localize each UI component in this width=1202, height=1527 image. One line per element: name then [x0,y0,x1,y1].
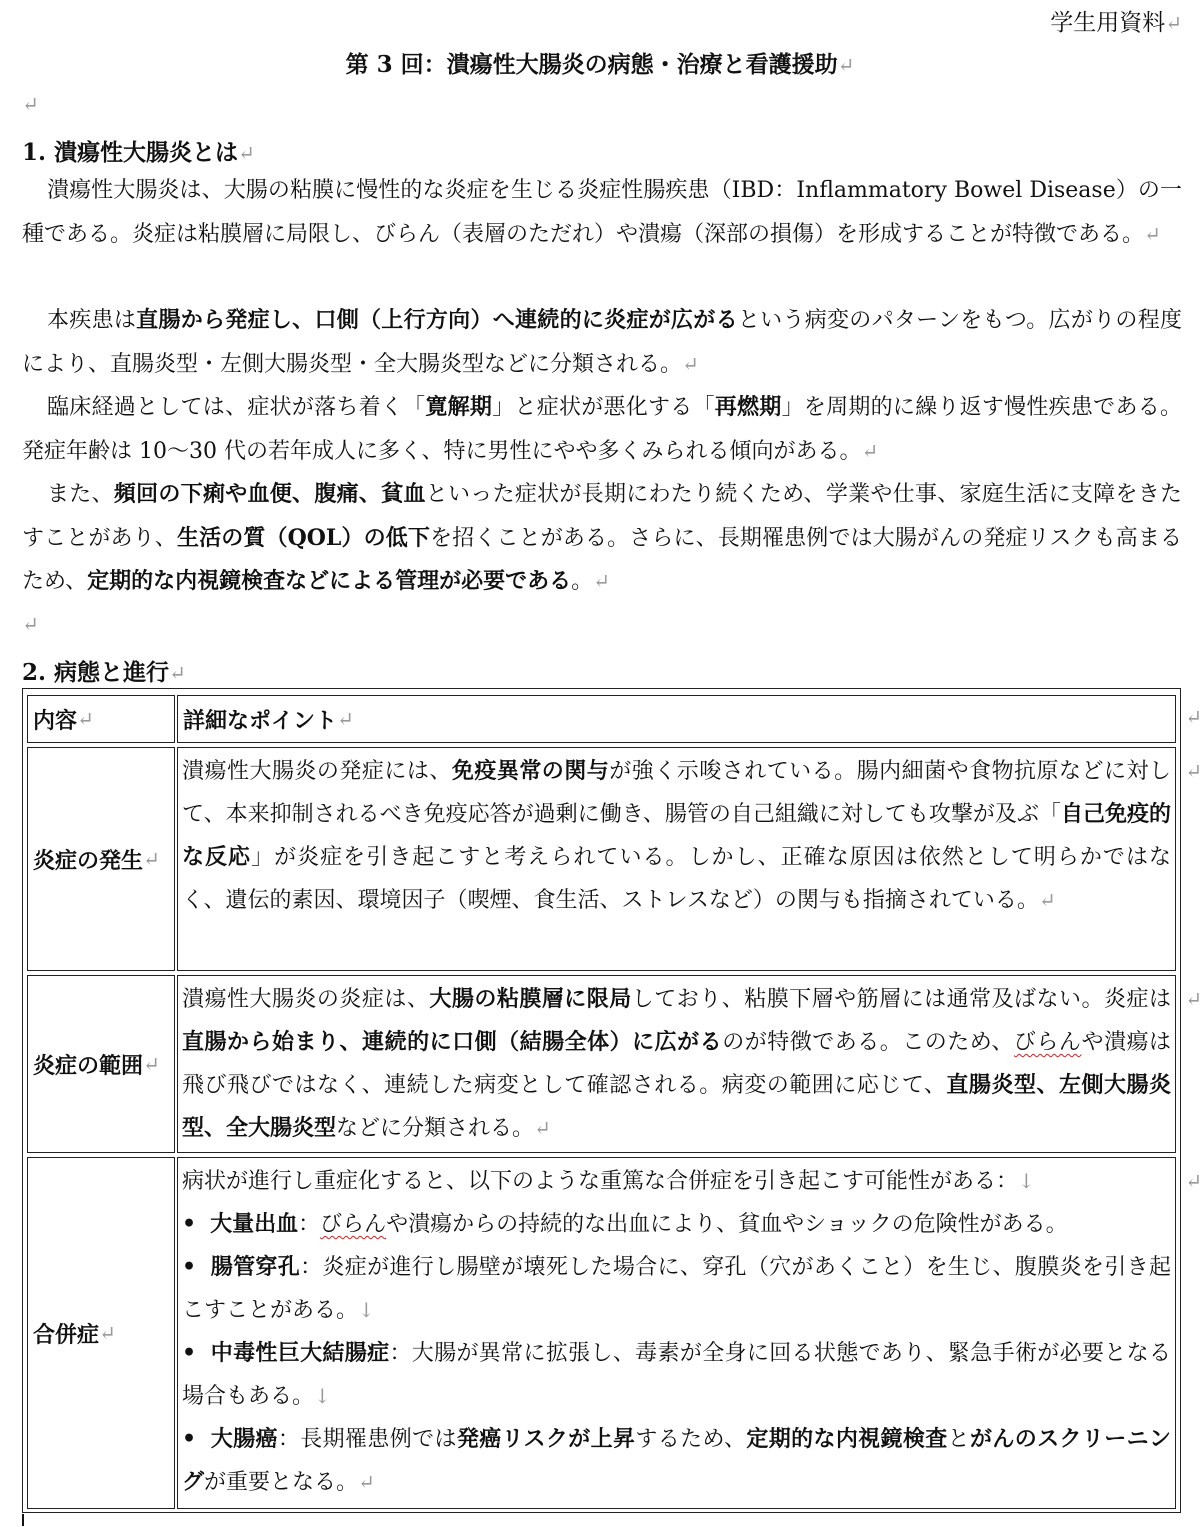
spellcheck-flagged-word: びらん [1013,1030,1082,1055]
row2-text: のが特徴である。このため、 [722,1030,1014,1055]
line-break-mark: ↓ [1018,1169,1035,1193]
item-bold: 中毒性巨大結腸症 [210,1340,390,1366]
row2-bold: 直腸炎型、左側大腸炎型、全大腸炎型 [182,1072,1171,1141]
item-text: するため、 [635,1427,747,1452]
paragraph-mark: ↵ [358,1470,375,1494]
table-row-body [177,747,1176,971]
p3-bold: 寛解期 [425,394,493,420]
table-row-label [27,747,175,971]
item-text: ：長期罹患例では [277,1427,457,1452]
row3-label: 合併症 [33,1321,100,1348]
row-end-mark: ↵ [1185,705,1202,729]
list-item [182,1203,1171,1246]
doc-label-text: 学生用資料 [1050,10,1166,36]
empty-paragraph-mark: ↵ [22,92,39,116]
empty-paragraph-mark: ↵ [22,612,39,636]
item-text: や潰瘍からの持続的な出血により、貧血やショックの危険性がある。 [386,1212,1068,1237]
list-item [182,1246,1171,1332]
bullet: • [182,1254,197,1280]
paragraph-mark: ↵ [534,1116,551,1140]
row1-text: 潰瘍性大腸炎の発症には、 [182,759,452,784]
table-header-cell [177,695,1176,743]
p3-text: 臨床経過としては、症状が落ち着く「 [47,395,426,420]
item-bold: 定期的な内視鏡検査 [746,1426,948,1452]
header-col2: 詳細なポイント [183,707,338,734]
paragraph-mark: ↵ [143,847,160,871]
row1-bold: 免疫異常の関与 [451,758,610,784]
item-text: と [947,1427,971,1452]
table-row-body [177,1157,1176,1509]
row1-label: 炎症の発生 [33,847,144,874]
line-break-mark: ↓ [358,1298,375,1322]
bullet: • [182,1211,197,1237]
p4-bold: 頻回の下痢や血便、腹痛、貧血 [113,481,426,507]
row2-text: しており、粘膜下層や筋層には通常及ばない。炎症は [631,987,1171,1012]
row2-text: や潰瘍は飛び飛びではなく、連続した病変として確認される。病変の範囲に応じて、 [182,1030,1171,1098]
paragraph-mark: ↵ [837,53,855,77]
row-end-mark: ↵ [1185,759,1202,783]
item-text: ：大腸が異常に拡張し、毒素が全身に回る状態であり、緊急手術が必要となる場合もある。 [182,1341,1171,1409]
section1-paragraph-4 [22,473,1182,604]
section1-paragraph-1 [22,169,1182,256]
complications-intro [182,1160,1171,1203]
p1-text: 潰瘍性大腸炎は、大腸の粘膜に慢性的な炎症を生じる炎症性腸疾患（IBD：Inflammatory Bowel Disease）の一種である。炎症は粘膜層に局限し、びらん（表層のただれ）や潰瘍（深部の損傷）を形成することが特徴である。 [22,178,1182,247]
text-cursor [22,1514,24,1526]
row-end-mark: ↵ [1185,987,1202,1011]
title-text: 第 3 回：潰瘍性大腸炎の病態・治療と看護援助 [345,51,838,78]
item-text: が重要となる。 [204,1470,359,1495]
row1-bold: 自己免疫的な反応 [182,801,1171,870]
row2-text: 潰瘍性大腸炎の炎症は、 [182,987,430,1012]
doc-label [1050,4,1182,37]
paragraph-mark: ↵ [169,661,186,685]
paragraph-mark: ↵ [861,438,879,463]
paragraph-mark: ↵ [77,707,94,731]
row2-text: などに分類される。 [336,1116,535,1141]
row2-bold: 直腸から始まり、連続的に口側（結腸全体）に広がる [182,1029,723,1055]
item-text: ：炎症が進行し腸壁が壊死した場合に、穿孔（穴があくこと）を生じ、腹膜炎を引き起こすことがある。 [182,1255,1171,1323]
item-bold: 腸管穿孔 [210,1254,301,1280]
paragraph-mark: ↵ [682,351,699,376]
header-col1: 内容 [33,707,78,734]
section1-heading-text: 1. 潰瘍性大腸炎とは [22,139,239,166]
table-header-cell [27,695,175,743]
spellcheck-flagged-word: びらん [320,1212,387,1237]
paragraph-mark: ↵ [593,569,610,593]
bullet: • [182,1340,197,1366]
p3-bold: 再燃期 [714,394,782,420]
p4-bold: 定期的な内視鏡検査などによる管理が必要である [87,568,572,594]
p2-text: という病変のパターンをもつ。広がりの程度により、直腸炎型・左側大腸炎型・全大腸炎型などに分類される。 [22,308,1182,377]
page-title [0,46,1200,79]
section1-paragraph-3 [22,386,1182,473]
p4-text: 。 [571,569,594,594]
row3-intro-text: 病状が進行し重症化すると、以下のような重篤な合併症を引き起こす可能性がある： [182,1169,1019,1194]
paragraph-mark: ↵ [337,707,354,731]
item-bold: 大量出血 [210,1211,299,1237]
p4-text: また、 [47,482,114,507]
paragraph-mark: ↵ [143,1052,160,1076]
row1-text: 」が炎症を引き起こすと考えられている。しかし、正確な原因は依然として明らかではなく、遺伝的素因、環境因子（喫煙、食生活、ストレスなど）の関与も指摘されている。 [182,845,1171,913]
list-item [182,1332,1171,1418]
p4-text: を招くことがある。さらに、長期罹患例では大腸がんの発症リスクも高まるため、 [22,525,1182,594]
p3-text: 」と症状が悪化する「 [492,395,715,420]
bullet: • [182,1426,197,1452]
row2-label: 炎症の範囲 [33,1052,144,1079]
p3-text: 」を周期的に繰り返す慢性疾患である。発症年齢は 10～30 代の若年成人に多く、特に男性にやや多くみられる傾向がある。 [22,395,1182,464]
paragraph-mark: ↵ [1038,888,1056,912]
section2-heading [22,654,186,687]
item-bold: がんのスクリーニング [182,1426,1171,1495]
item-bold: 大腸癌 [210,1426,278,1452]
table-row-label [27,975,175,1153]
item-bold: 発癌リスクが上昇 [456,1426,636,1452]
paragraph-mark: ↵ [1144,221,1161,246]
table-row-body [177,975,1176,1153]
table-row-label [27,1157,175,1509]
row2-bold: 大腸の粘膜層に限局 [429,986,632,1012]
paragraph-mark: ↵ [99,1321,116,1345]
section1-paragraph-2 [22,299,1182,386]
paragraph-mark: ↵ [238,141,255,165]
section1-heading [22,134,255,167]
row1-text: が強く示唆されている。腸内細菌や食物抗原などに対して、本来抑制されるべき免疫応答が過剰に働き、腸管の自己組織に対しても攻撃が及ぶ「 [182,759,1171,827]
item-text: ： [298,1212,321,1237]
p2-text: 本疾患は [47,308,137,333]
p4-text: といった症状が長期にわたり続くため、学業や仕事、家庭生活に支障をきたすことがあり、 [22,482,1182,551]
p4-bold: 生活の質（QOL）の低下 [176,524,431,551]
paragraph-mark: ↵ [1165,11,1182,35]
row-end-mark: ↵ [1185,1169,1202,1193]
line-break-mark: ↓ [314,1384,331,1408]
pathology-table [22,688,1202,1513]
section2-heading-text: 2. 病態と進行 [22,659,170,686]
list-item [182,1418,1171,1504]
p2-bold: 直腸から発症し、口側（上行方向）へ連続的に炎症が広がる [136,307,738,333]
